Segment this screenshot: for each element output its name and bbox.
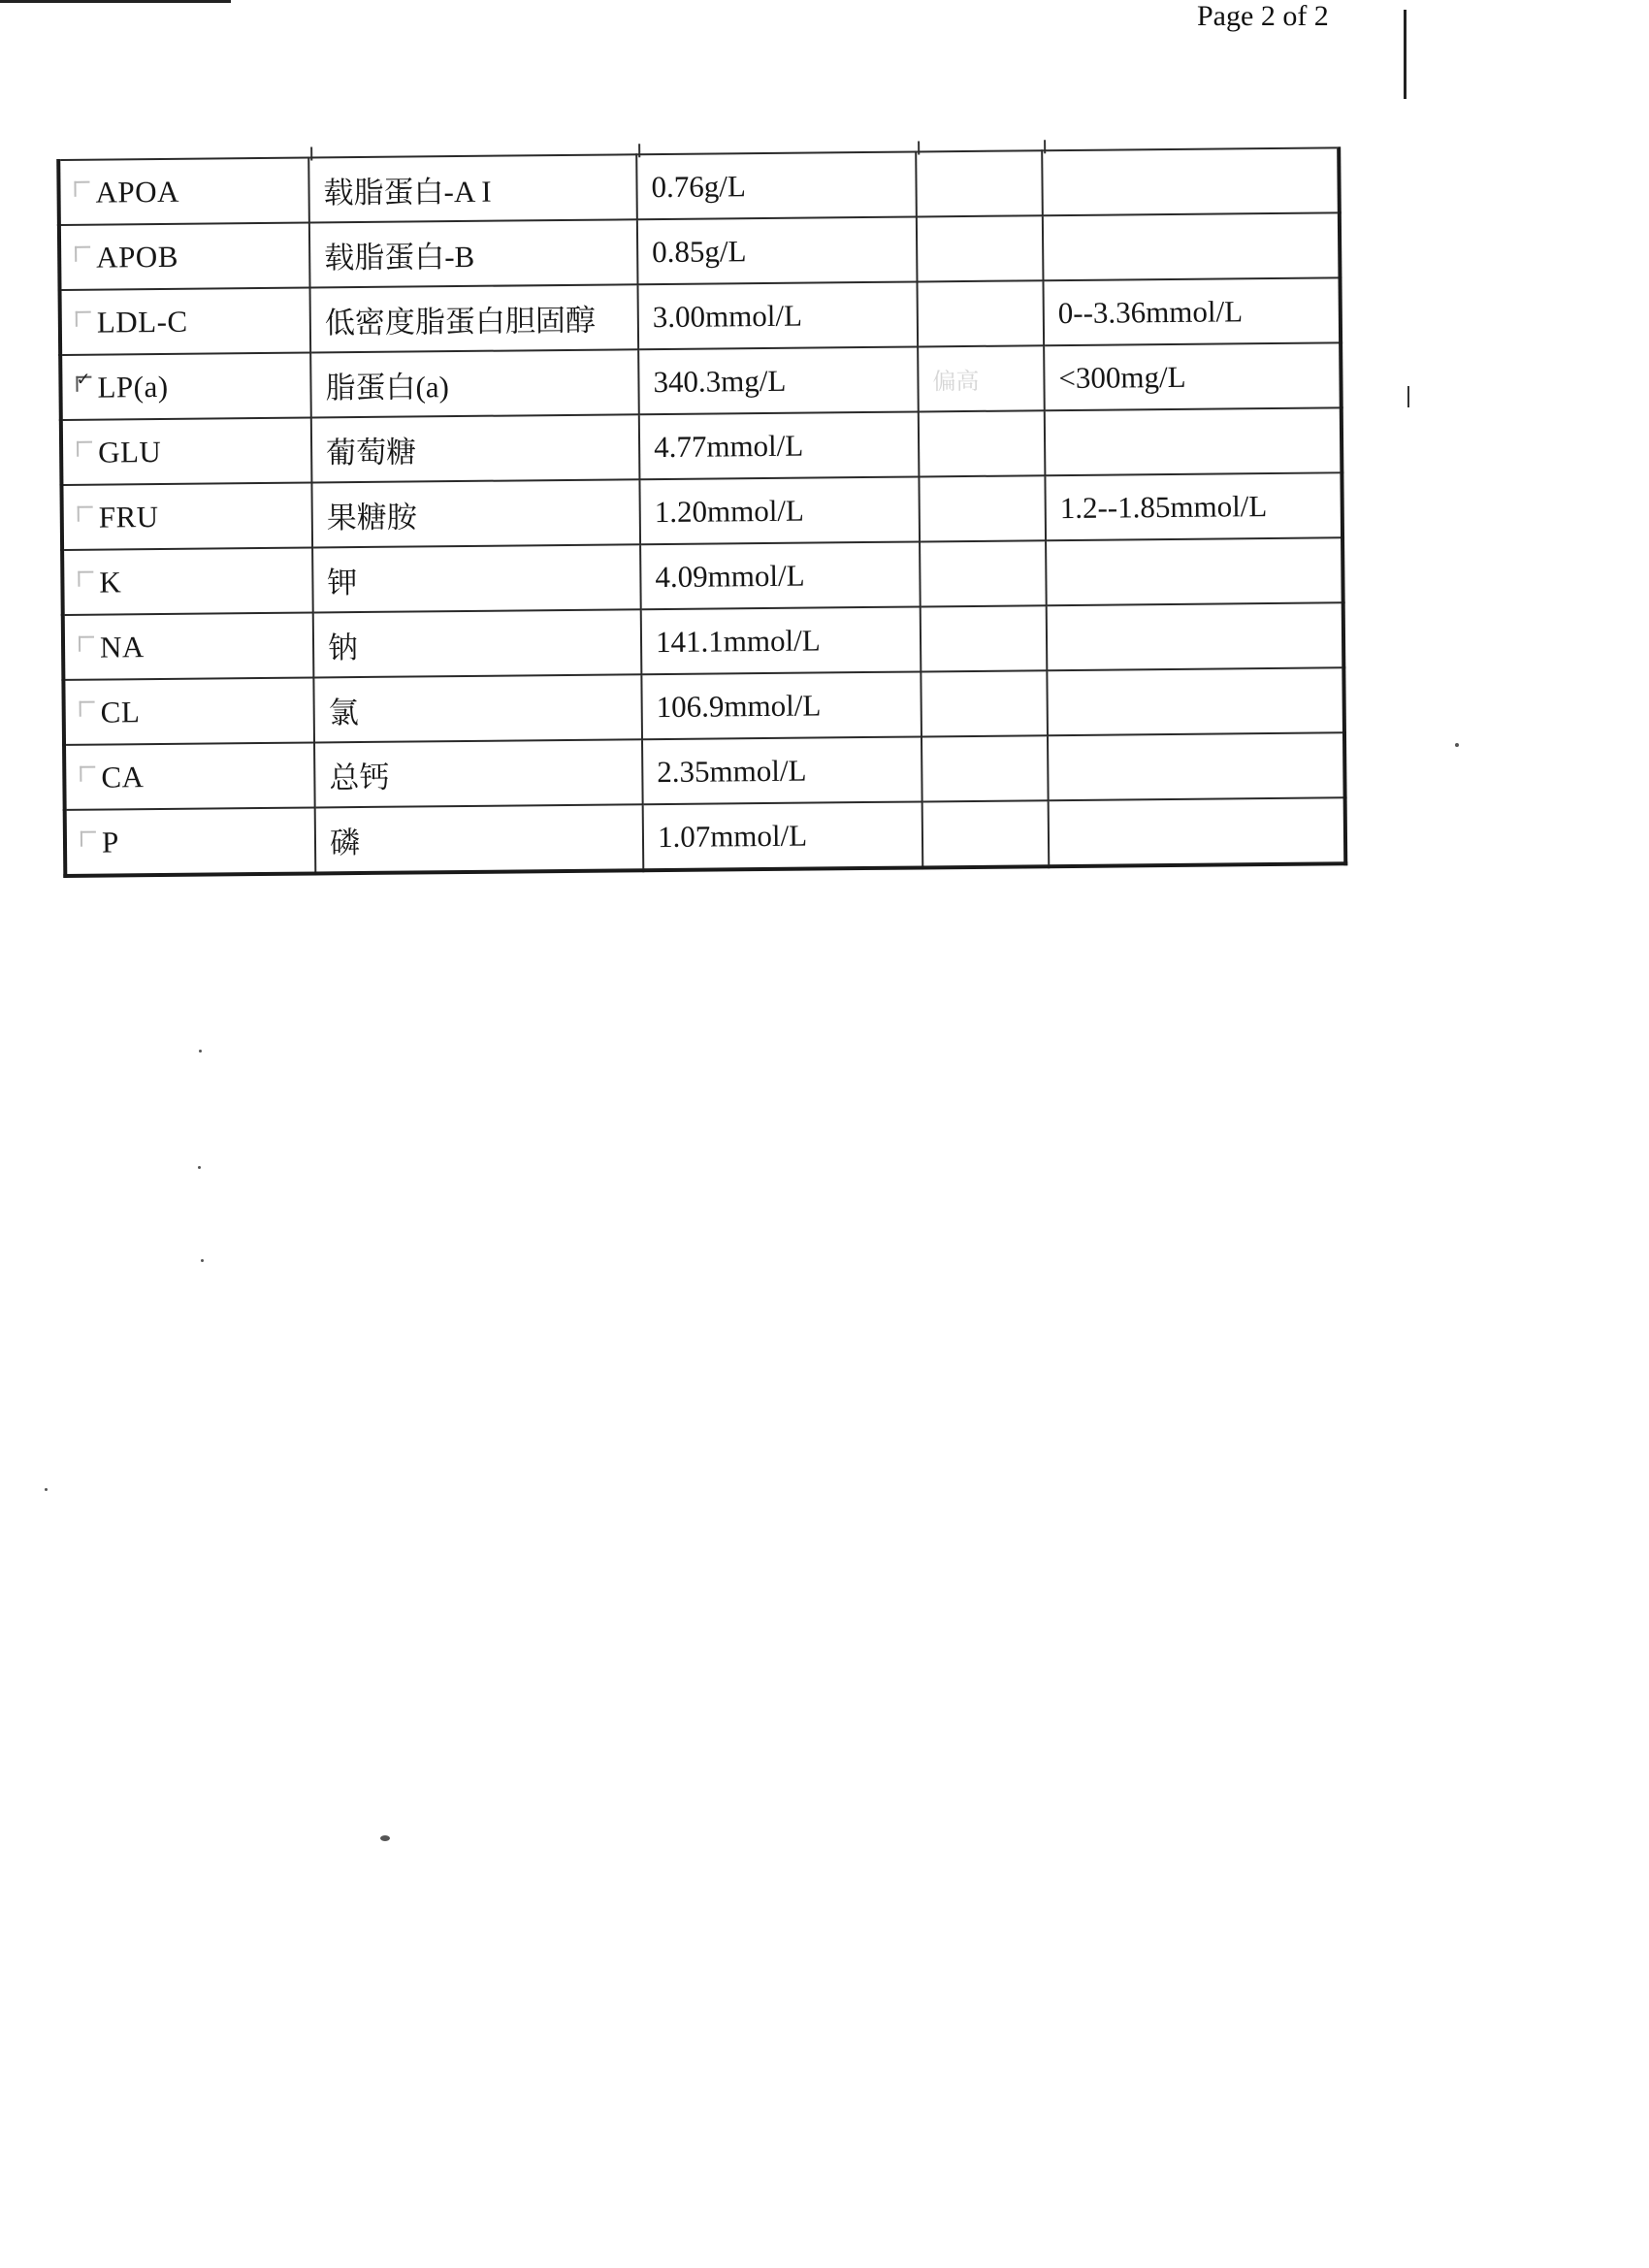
cell-name [310, 349, 639, 417]
cell-name-text: 载脂蛋白-B [324, 239, 475, 275]
cell-reference [1047, 667, 1344, 735]
scan-speck [201, 1259, 204, 1262]
checkbox-icon[interactable] [78, 570, 93, 586]
table-row [58, 147, 1340, 225]
scan-speck [199, 1050, 202, 1053]
cell-name-text: 载脂蛋白-A I [323, 174, 492, 211]
cell-name-text: 低密度脂蛋白胆固醇 [324, 303, 597, 340]
test-code: APOB [96, 239, 179, 275]
cell-value-text: 106.9mmol/L [656, 687, 822, 724]
table-row [61, 472, 1342, 550]
cell-flag [921, 670, 1048, 736]
checkbox-icon[interactable] [79, 635, 94, 651]
cell-value [637, 281, 918, 349]
cell-value-text: 3.00mmol/L [652, 298, 803, 334]
cell-code [61, 482, 312, 549]
checkbox-icon[interactable] [80, 700, 95, 716]
cell-name [315, 804, 644, 873]
scan-speck [45, 1488, 48, 1491]
cell-code [58, 158, 309, 225]
scan-speck [1455, 743, 1459, 747]
cell-name [312, 544, 641, 612]
cell-name-text: 葡萄糖 [325, 435, 417, 470]
cell-reference-text: 1.2--1.85mmol/L [1059, 488, 1268, 525]
cell-reference-text: 0--3.36mmol/L [1057, 293, 1244, 330]
cell-reference [1048, 732, 1345, 800]
top-rule [0, 0, 231, 3]
cell-value [640, 541, 921, 609]
page-number: Page 2 of 2 [1197, 0, 1329, 32]
cell-value-text: 0.76g/L [651, 168, 747, 204]
cell-name-text: 钠 [327, 631, 359, 665]
cell-flag [916, 150, 1043, 216]
cell-code [64, 742, 315, 809]
cell-value-text: 1.20mmol/L [654, 493, 805, 529]
test-code: FRU [98, 499, 159, 535]
cell-reference [1043, 277, 1341, 345]
test-code: K [99, 564, 122, 599]
cell-value [643, 801, 923, 870]
cell-flag [919, 475, 1046, 541]
cell-reference [1047, 602, 1344, 670]
cell-name [314, 739, 643, 807]
cell-flag-text: 偏高 [932, 367, 980, 395]
scan-edge-mark [1407, 386, 1409, 407]
cell-code [63, 612, 314, 679]
test-code: LP(a) [97, 369, 169, 405]
results-table-body [58, 147, 1345, 876]
test-code: NA [99, 629, 146, 664]
checkbox-checked-icon[interactable] [76, 375, 91, 391]
cell-flag [919, 410, 1046, 476]
test-code: GLU [97, 434, 162, 470]
cell-name [313, 674, 642, 742]
cell-value-text: 4.77mmol/L [653, 428, 804, 464]
cell-name-text: 氯 [328, 696, 359, 730]
cell-value [639, 411, 920, 479]
scan-speck [198, 1166, 201, 1169]
table-row [62, 537, 1343, 615]
table-row [63, 602, 1344, 680]
cell-flag [918, 345, 1045, 411]
cell-value-text: 1.07mmol/L [657, 818, 808, 854]
cell-flag [922, 735, 1049, 801]
table-row [65, 797, 1346, 876]
cell-code [62, 547, 313, 614]
test-code: CA [101, 759, 145, 794]
cell-flag [917, 280, 1044, 346]
test-code: CL [100, 694, 141, 729]
table-row [59, 212, 1341, 290]
table-row [60, 277, 1342, 355]
cell-name-text: 钾 [327, 566, 358, 600]
cell-value-text: 0.85g/L [652, 233, 747, 269]
cell-reference [1049, 797, 1346, 866]
cell-flag [922, 800, 1050, 867]
cell-code [65, 807, 316, 875]
cell-reference [1045, 407, 1342, 475]
cell-reference [1045, 472, 1342, 540]
table-row [61, 407, 1342, 485]
cell-code [63, 677, 314, 744]
results-table [56, 146, 1347, 878]
checkbox-icon[interactable] [77, 440, 92, 456]
cell-name-text: 磷 [329, 826, 361, 860]
cell-name [311, 479, 640, 547]
cell-reference [1043, 212, 1341, 280]
cell-reference [1046, 537, 1343, 605]
table-row [63, 667, 1344, 745]
cell-value-text: 4.09mmol/L [655, 558, 805, 594]
cell-name-text: 脂蛋白(a) [325, 370, 450, 405]
scan-speck [380, 1835, 390, 1841]
results-sheet [56, 123, 1339, 860]
cell-name [311, 414, 640, 482]
table-row [64, 732, 1345, 810]
cell-value [642, 736, 922, 804]
checkbox-icon[interactable] [81, 830, 96, 846]
cell-name [308, 154, 637, 222]
cell-name-text: 总钙 [329, 760, 390, 795]
cell-value [636, 151, 917, 219]
cell-name [309, 219, 638, 287]
test-code: P [101, 824, 119, 859]
test-code: APOA [95, 174, 180, 210]
cell-value-text: 141.1mmol/L [655, 622, 821, 659]
cell-reference [1042, 147, 1340, 215]
cell-value [639, 476, 920, 544]
checkbox-icon[interactable] [75, 245, 90, 261]
cell-flag [917, 215, 1044, 281]
cell-code [60, 287, 311, 354]
checkbox-icon[interactable] [80, 765, 95, 781]
cell-name-text: 果糖胺 [326, 500, 417, 535]
checkbox-icon[interactable] [74, 180, 89, 196]
cell-reference [1044, 342, 1342, 410]
cell-code [61, 417, 312, 484]
cell-code [60, 352, 311, 419]
cell-reference-text: <300mg/L [1058, 359, 1186, 395]
cell-name [310, 284, 639, 352]
cell-name [313, 609, 642, 677]
cell-flag [920, 540, 1047, 606]
cell-flag [921, 605, 1048, 671]
table-row [60, 342, 1342, 420]
cell-code [59, 222, 310, 289]
cell-value-text: 340.3mg/L [653, 363, 787, 399]
test-code: LDL-C [96, 304, 188, 340]
scan-edge-mark [1404, 10, 1406, 99]
cell-value [641, 606, 922, 674]
cell-value [637, 216, 918, 284]
checkbox-icon[interactable] [76, 310, 91, 326]
checkbox-icon[interactable] [78, 505, 93, 521]
cell-value-text: 2.35mmol/L [657, 753, 807, 789]
cell-value [638, 346, 919, 414]
cell-value [641, 671, 922, 739]
